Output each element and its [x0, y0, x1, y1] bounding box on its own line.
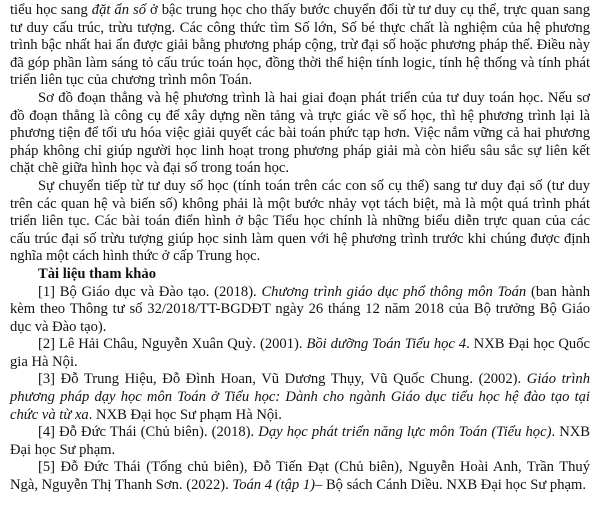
reference-4-title: Dạy học phát triển năng lực môn Toán (Tiểu học): [258, 424, 552, 441]
paragraph-1-text-b: ở bậc trung học cho thấy bước chuyển đổi từ tư duy cụ thể, trực quan sang tư duy cấu trúc, trừu tượng. Các công thức tìm Số lớn, Số bé thực chất là nghiệm của hệ phương trình bậc nhất hai ẩn được giải bằng phương pháp cộng, trừ đại số hoặc phương pháp thế. Điều này đã góp phần làm sáng tỏ cấu trúc toán học, đồng thời thể hiện tính logic, tính hệ thống và tính phát triển liên tục của chương trình môn Toán.: [10, 2, 591, 89]
reference-3-details: . NXB Đại học Sư phạm Hà Nội.: [88, 406, 282, 423]
reference-3-text: [3] Đỗ Trung Hiệu, Đỗ Đình Hoan, Vũ Dương Thụy, Vũ Quốc Chung. (2002).: [38, 371, 527, 388]
references-heading: Tài liệu tham khảo: [38, 265, 156, 282]
reference-2-text: [2] Lê Hải Châu, Nguyễn Xuân Quỳ. (2001).: [38, 336, 307, 353]
reference-3-title: Giáo trình phương pháp dạy học môn Toán ở Tiểu học: Dành cho ngành Giáo dục tiểu học hệ đào tạo tại chức và từ xa: [10, 371, 591, 423]
paragraph-1-emphasis: đặt ẩn số: [91, 2, 147, 18]
reference-item: [10, 336, 590, 371]
reference-item: [10, 424, 590, 459]
reference-5-details: – Bộ sách Cánh Diều. NXB Đại học Sư phạm.: [315, 477, 586, 494]
reference-item: [10, 371, 590, 424]
reference-2-title: Bồi dưỡng Toán Tiểu học 4: [306, 336, 467, 353]
paragraph-3: Sự chuyển tiếp từ tư duy số học (tính toán trên các con số cụ thể) sang tư duy đại số (tư duy trên các quan hệ và biến số) không phải là một bước nhảy vọt tách biệt, mà là một quá trình phát triển liên tục. Các bài toán điển hình ở bậc Tiểu học chính là những biểu diễn trực quan của các cấu trúc đại số trừu tượng giúp học sinh làm quen với hệ phương trình trước khi chúng được định nghĩa một cách hình thức ở cấp Trung học.: [10, 177, 590, 265]
reference-1-details: (ban hành kèm theo Thông tư số 32/2018/TT-BGDĐT ngày 26 tháng 12 năm 2018 của Bộ trưởng Bộ Giáo dục và Đào tạo).: [10, 283, 590, 335]
reference-item: [10, 459, 590, 494]
reference-1-text: [1] Bộ Giáo dục và Đào tạo. (2018).: [38, 283, 262, 300]
reference-4-text: [4] Đỗ Đức Thái (Chủ biên). (2018).: [38, 424, 259, 441]
paragraph-1: [10, 2, 590, 90]
reference-4-details: . NXB Đại học Sư phạm.: [10, 424, 591, 458]
paragraph-2: Sơ đồ đoạn thẳng và hệ phương trình là hai giai đoạn phát triển của tư duy toán học. Nếu sơ đồ đoạn thẳng là công cụ để xây dựng nền tảng và trực giác về số học, thì hệ phương trình lại là phương tiện để tối ưu hóa việc giải quyết các bài toán phức tạp hơn. Việc nắm vững cả hai phương pháp không chỉ giúp người học linh hoạt trong phương pháp giải mà còn hiểu sâu sắc sự liên kết chặt chẽ giữa hình học và đại số trong toán học.: [10, 89, 590, 177]
paragraph-1-text-a: tiểu học sang: [10, 2, 92, 18]
reference-1-title: Chương trình giáo dục phổ thông môn Toán: [261, 283, 527, 300]
reference-5-text: [5] Đỗ Đức Thái (Tổng chủ biên), Đỗ Tiến Đạt (Chủ biên), Nguyễn Hoài Anh, Trần Thuý Ngà, Nguyễn Thị Thanh Sơn. (2022).: [10, 459, 590, 494]
reference-5-title: Toán 4 (tập 1): [232, 477, 315, 494]
reference-2-details: . NXB Đại học Quốc gia Hà Nội.: [10, 336, 590, 370]
reference-item: [10, 284, 590, 337]
